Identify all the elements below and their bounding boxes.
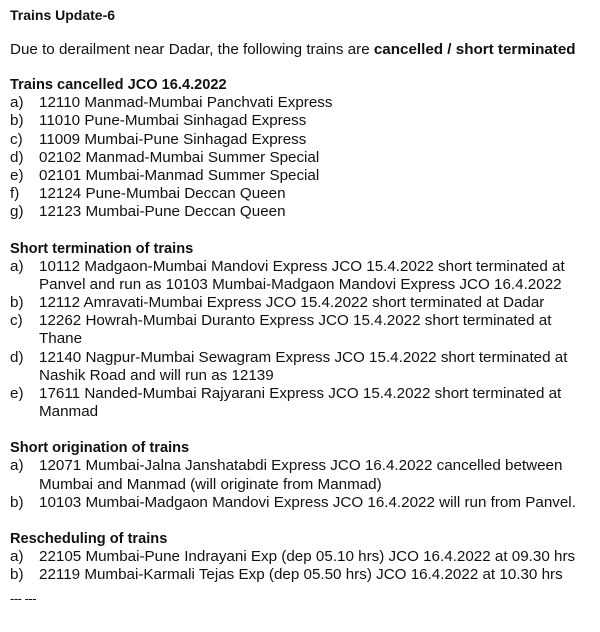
intro-paragraph [10,41,595,59]
item-marker: b) [10,294,24,312]
list-item [10,149,595,167]
list-item [10,167,595,185]
item-text: 11010 Pune-Mumbai Sinhagad Express [39,112,307,130]
document-title: Trains Update-6 [10,7,116,23]
list-item [10,566,595,584]
item-text: 12123 Mumbai-Pune Deccan Queen [39,203,286,221]
section-short-origination [10,439,595,512]
list-item [10,185,595,203]
item-marker: e) [10,385,24,403]
section-heading: Short termination of trains [10,240,194,257]
item-text: 10112 Madgaon-Mumbai Mandovi Express JCO 15.4.2022 short terminated at Panvel and run as 10103 Mumbai-Madgaon Mandovi Express JCO 16.4.2022 [39,257,565,293]
item-text: 17611 Nanded-Mumbai Rajyarani Express JCO 15.4.2022 short terminated at Manmad [39,385,562,421]
item-marker: a) [10,457,24,475]
list-item [10,131,595,149]
item-marker: g) [10,203,24,221]
item-marker: b) [10,112,24,130]
list-item [10,349,595,385]
item-marker: a) [10,94,24,112]
section-heading: Short origination of trains [10,440,190,457]
item-text: 02102 Manmad-Mumbai Summer Special [39,148,320,166]
item-text: 12140 Nagpur-Mumbai Sewagram Express JCO 15.4.2022 short terminated at Nashik Road and will run as 12139 [39,348,568,384]
item-marker: f) [10,185,20,203]
list-item [10,457,595,493]
item-text: 12262 Howrah-Mumbai Duranto Express JCO 15.4.2022 short terminated at Thane [39,312,552,348]
section-heading: Rescheduling of trains [10,531,168,548]
list-item [10,94,595,112]
item-marker: c) [10,312,23,330]
list-item [10,548,595,566]
item-marker: c) [10,130,23,148]
item-text: 11009 Mumbai-Pune Sinhagad Express [39,130,307,148]
list-item [10,385,595,421]
item-marker: d) [10,148,24,166]
item-text: 10103 Mumbai-Madgaon Mandovi Express JCO 16.4.2022 will run from Panvel. [39,493,576,511]
intro-bold-text: cancelled / short terminated [373,41,576,58]
list-item [10,203,595,221]
item-marker: a) [10,548,24,566]
train-update-document [10,6,595,606]
section-trains-cancelled [10,76,595,221]
item-text: 12071 Mumbai-Jalna Janshatabdi Express JCO 16.4.2022 cancelled between Mumbai and Manmad (will originate from Manmad) [39,457,563,493]
section-rescheduling [10,530,595,584]
section-heading: Trains cancelled JCO 16.4.2022 [10,77,227,94]
section-short-termination [10,240,595,422]
intro-text: Due to derailment near Dadar, the following trains are [10,41,374,58]
item-text: 12112 Amravati-Mumbai Express JCO 15.4.2022 short terminated at Dadar [39,294,545,312]
item-text: 22119 Mumbai-Karmali Tejas Exp (dep 05.50 hrs) JCO 16.4.2022 at 10.30 hrs [39,566,563,584]
list-item [10,494,595,512]
item-text: 02101 Mumbai-Manmad Summer Special [39,167,320,185]
list-item [10,258,595,294]
item-marker: e) [10,167,24,185]
item-text: 12124 Pune-Mumbai Deccan Queen [39,185,286,203]
footer-separator: --- --- [10,591,37,607]
list-item [10,112,595,130]
item-marker: b) [10,566,24,584]
item-marker: b) [10,493,24,511]
list-item [10,312,595,348]
item-text: 22105 Mumbai-Pune Indrayani Exp (dep 05.10 hrs) JCO 16.4.2022 at 09.30 hrs [39,548,576,566]
item-marker: d) [10,348,24,366]
item-marker: a) [10,257,24,275]
item-text: 12110 Manmad-Mumbai Panchvati Express [39,94,333,112]
list-item [10,294,595,312]
